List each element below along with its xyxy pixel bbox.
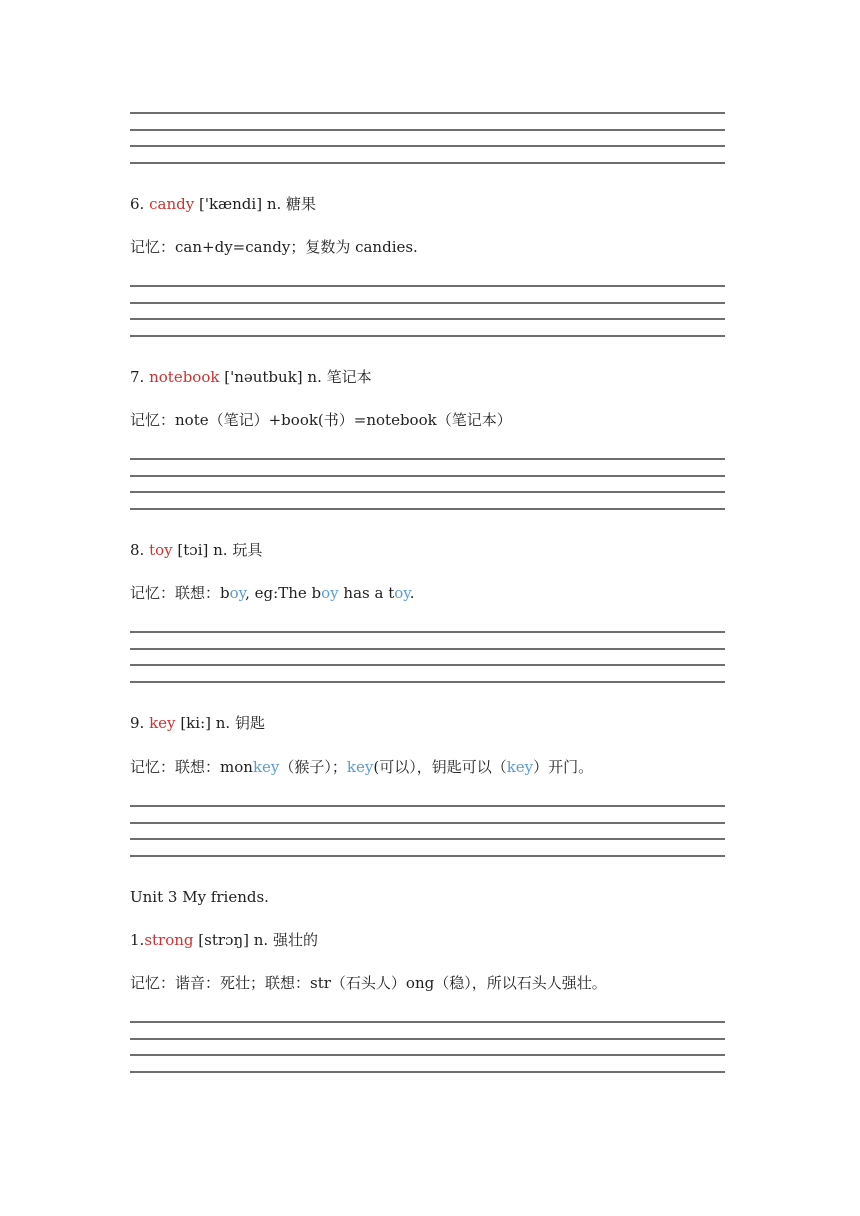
entry-pos: n. xyxy=(213,541,228,559)
writing-line xyxy=(130,475,725,477)
entry-phonetic: ['nəutbuk] xyxy=(224,368,303,386)
memory-label: 记忆： xyxy=(130,758,176,776)
vocab-entry-heading xyxy=(130,713,265,733)
entry-meaning: 强壮的 xyxy=(272,931,318,949)
entry-number: 1. xyxy=(130,931,145,949)
entry-meaning: 糖果 xyxy=(286,195,317,213)
entry-phonetic: [tɔi] xyxy=(177,541,209,559)
entry-number: 7. xyxy=(130,368,145,386)
highlight-fragment: oy xyxy=(321,584,339,602)
memory-note xyxy=(130,410,512,430)
writing-lines xyxy=(130,285,725,337)
memory-text-part: 联想：b xyxy=(175,584,230,602)
entry-number: 8. xyxy=(130,541,145,559)
writing-line xyxy=(130,631,725,633)
highlight-fragment: key xyxy=(252,758,280,776)
memory-label: 记忆： xyxy=(130,238,176,256)
memory-text-part: (可以），钥匙可以（ xyxy=(373,758,507,776)
writing-line xyxy=(130,318,725,320)
entry-number: 6. xyxy=(130,195,145,213)
writing-line xyxy=(130,1054,725,1056)
writing-line xyxy=(130,508,725,510)
memory-note xyxy=(130,583,415,603)
highlight-fragment: key xyxy=(506,758,534,776)
entry-pos: n. xyxy=(266,195,282,213)
writing-line xyxy=(130,302,725,304)
writing-line xyxy=(130,112,725,114)
vocab-entry-heading xyxy=(130,540,262,560)
entry-phonetic: ['kændi] xyxy=(198,195,263,213)
entry-meaning: 玩具 xyxy=(232,541,263,559)
memory-text-part: , eg:The b xyxy=(245,584,322,602)
writing-line xyxy=(130,145,725,147)
writing-lines xyxy=(130,1021,725,1073)
writing-line xyxy=(130,458,725,460)
entry-word: key xyxy=(149,714,176,732)
highlight-fragment: key xyxy=(346,758,374,776)
memory-label: 记忆： xyxy=(130,974,176,992)
memory-text: 谐音：死壮；联想：str（石头人）ong（稳），所以石头人强壮。 xyxy=(175,974,607,992)
entry-meaning: 钥匙 xyxy=(234,714,265,732)
writing-lines xyxy=(130,112,725,164)
entry-pos: n. xyxy=(307,368,322,386)
writing-line xyxy=(130,855,725,857)
entry-pos: n. xyxy=(215,714,231,732)
writing-lines xyxy=(130,458,725,510)
entry-word: candy xyxy=(149,195,195,213)
memory-text-part: . xyxy=(409,584,415,602)
entry-word: strong xyxy=(144,931,194,949)
highlight-fragment: oy xyxy=(229,584,246,602)
writing-line xyxy=(130,681,725,683)
writing-line xyxy=(130,838,725,840)
memory-note xyxy=(130,237,418,257)
memory-text-part: ）开门。 xyxy=(533,758,594,776)
entry-phonetic: [ki:] xyxy=(180,714,211,732)
writing-line xyxy=(130,805,725,807)
entry-phonetic: [strɔŋ] xyxy=(198,931,249,949)
writing-lines xyxy=(130,805,725,857)
writing-line xyxy=(130,822,725,824)
memory-text-part: has a t xyxy=(338,584,395,602)
memory-label: 记忆： xyxy=(130,411,176,429)
memory-note xyxy=(130,757,593,777)
writing-line xyxy=(130,335,725,337)
memory-text: can+dy=candy；复数为 candies. xyxy=(175,238,418,256)
writing-line xyxy=(130,1021,725,1023)
vocab-entry-heading xyxy=(130,930,318,950)
writing-line xyxy=(130,129,725,131)
memory-note xyxy=(130,973,607,993)
vocab-entry-heading xyxy=(130,194,316,214)
writing-line xyxy=(130,285,725,287)
entry-word: notebook xyxy=(149,368,220,386)
writing-line xyxy=(130,1071,725,1073)
entry-pos: n. xyxy=(253,931,269,949)
memory-text-part: 联想：mon xyxy=(175,758,253,776)
memory-text-part: （猴子）； xyxy=(279,758,347,776)
highlight-fragment: oy xyxy=(394,584,410,602)
writing-line xyxy=(130,491,725,493)
unit-heading: Unit 3 My friends. xyxy=(130,888,269,906)
writing-lines xyxy=(130,631,725,683)
entry-meaning: 笔记本 xyxy=(326,368,372,386)
writing-line xyxy=(130,664,725,666)
memory-label: 记忆： xyxy=(130,584,176,602)
memory-text: note（笔记）+book(书）=notebook（笔记本） xyxy=(175,411,512,429)
writing-line xyxy=(130,1038,725,1040)
vocab-entry-heading xyxy=(130,367,372,387)
writing-line xyxy=(130,162,725,164)
writing-line xyxy=(130,648,725,650)
entry-word: toy xyxy=(149,541,173,559)
entry-number: 9. xyxy=(130,714,145,732)
